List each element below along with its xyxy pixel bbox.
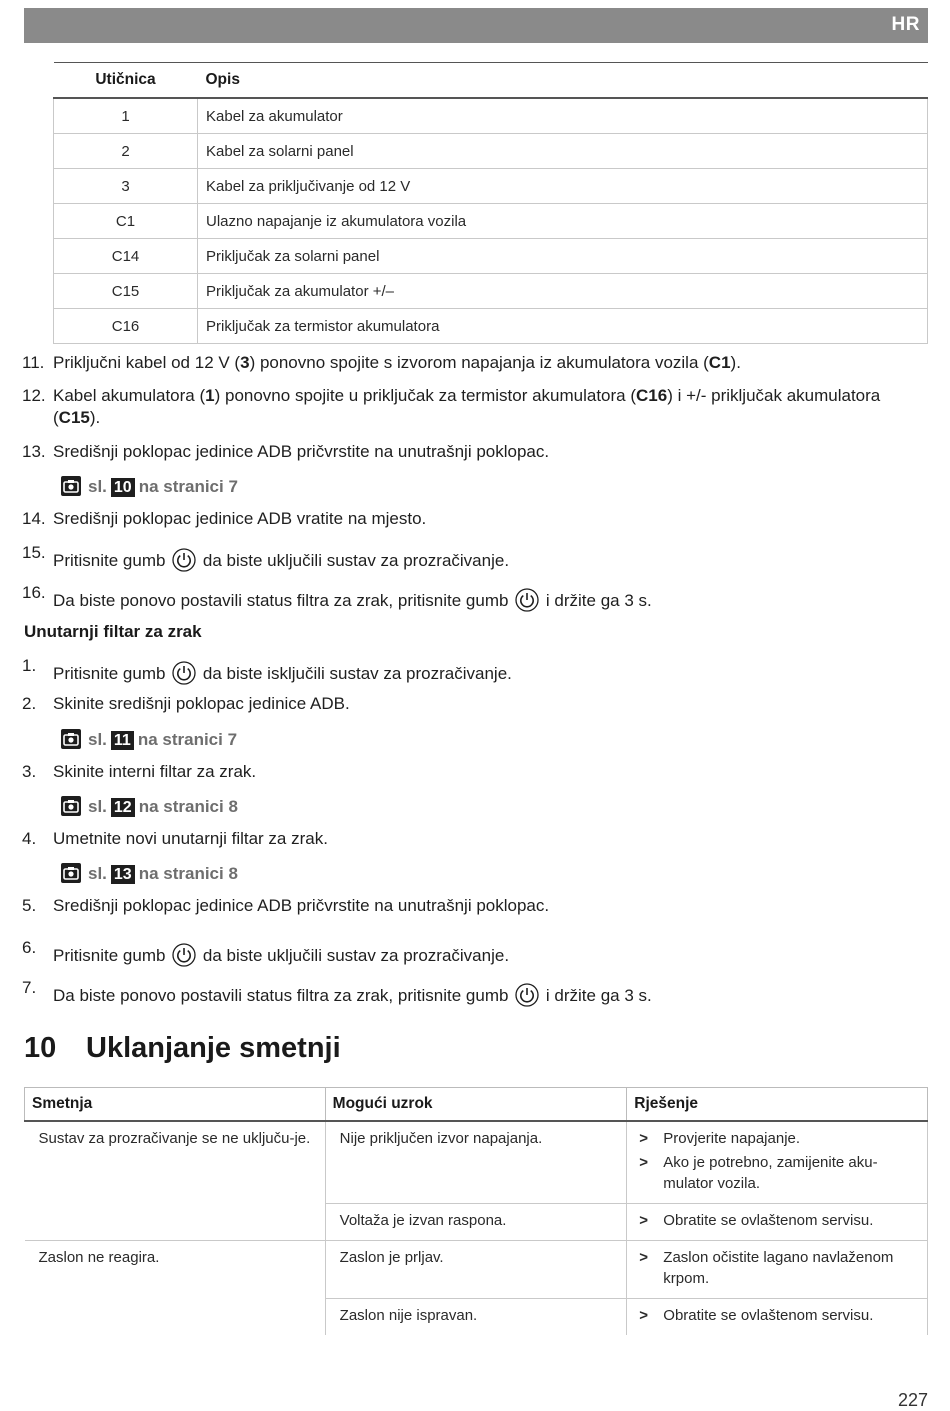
socket-table: [53, 62, 928, 344]
arrow-icon: >: [639, 1212, 649, 1229]
figure-number: 10: [111, 478, 135, 497]
solution-cell: > Provjerite napajanje. > Ako je potrebno, zamijenite aku-mulator vozila.: [627, 1121, 928, 1204]
camera-icon: [60, 475, 82, 497]
socket-desc: Kabel za solarni panel: [198, 134, 928, 169]
arrow-icon: >: [639, 1154, 649, 1171]
step-number: 15.: [22, 543, 46, 562]
step-number: 6.: [22, 938, 37, 957]
power-icon: [172, 548, 196, 572]
step-number: 1.: [22, 656, 37, 675]
socket-id: C1: [54, 204, 198, 239]
solution-cell: > Obratite se ovlaštenom servisu.: [627, 1299, 928, 1336]
step-number: 16.: [22, 583, 46, 602]
section-number: 10: [24, 1032, 57, 1064]
camera-icon: [60, 862, 82, 884]
troubleshooting-table: [24, 1087, 928, 1335]
solution-cell: > Obratite se ovlaštenom servisu.: [627, 1204, 928, 1241]
section-title-text: Uklanjanje smetnji: [86, 1032, 341, 1064]
socket-desc: Priključak za termistor akumulatora: [198, 309, 928, 344]
fault-cell: Sustav za prozračivanje se ne uključu-je.: [25, 1121, 326, 1241]
table-row: [54, 98, 928, 134]
cause-cell: Nije priključen izvor napajanja.: [325, 1121, 627, 1204]
step-number: 11.: [22, 353, 45, 372]
table-row: [54, 169, 928, 204]
socket-desc: Ulazno napajanje iz akumulatora vozila: [198, 204, 928, 239]
socket-desc: Kabel za priključivanje od 12 V: [198, 169, 928, 204]
socket-id: 1: [54, 98, 198, 134]
camera-icon: [60, 795, 82, 817]
cause-cell: Voltaža je izvan raspona.: [325, 1204, 627, 1241]
language-label: HR: [891, 14, 920, 35]
fault-col-header: Smetnja: [25, 1088, 326, 1122]
figure-reference-13[interactable]: sl. 13 na stranici 8: [60, 862, 238, 884]
step-text: Skinite interni filtar za zrak.: [53, 762, 257, 781]
power-icon: [172, 661, 196, 685]
figure-number: 12: [111, 798, 135, 817]
power-icon: [515, 983, 539, 1007]
table-row: [54, 134, 928, 169]
socket-id: 2: [54, 134, 198, 169]
table-row: [54, 274, 928, 309]
solution-cell: > Zaslon očistite lagano navlaženom krpom.: [627, 1241, 928, 1299]
table-row: [54, 309, 928, 344]
cause-cell: Zaslon nije ispravan.: [325, 1299, 627, 1336]
step-text: Središnji poklopac jedinice ADB pričvrstite na unutrašnji poklopac.: [53, 442, 550, 461]
figure-reference-11[interactable]: sl. 11 na stranici 7: [60, 728, 237, 750]
arrow-icon: >: [639, 1307, 649, 1324]
step-number: 3.: [22, 762, 37, 781]
step-text: Pritisnite gumb da biste uključili sustav za prozračivanje.: [53, 548, 928, 572]
step-text: Pritisnite gumb da biste isključili sustav za prozračivanje.: [53, 661, 928, 685]
fault-cell: Zaslon ne reagira.: [25, 1241, 326, 1336]
step-number: 13.: [22, 442, 46, 461]
socket-id: C14: [54, 239, 198, 274]
figure-number: 13: [111, 865, 135, 884]
page-number: 227: [897, 1390, 928, 1410]
step-number: 14.: [22, 509, 46, 528]
step-text: Priključni kabel od 12 V (3) ponovno spojite s izvorom napajanja iz akumulatora vozila (C1).: [53, 353, 741, 372]
step-text: Kabel akumulatora (1) ponovno spojite u priključak za termistor akumulatora (C16) i +/- priključak akumulatora (C15).: [53, 386, 881, 427]
step-number: 2.: [22, 694, 37, 713]
description-col-header: Opis: [198, 63, 928, 99]
step-number: 5.: [22, 896, 37, 915]
figure-number: 11: [111, 731, 134, 750]
step-number: 12.: [22, 386, 46, 405]
figure-reference-12[interactable]: sl. 12 na stranici 8: [60, 795, 238, 817]
cause-col-header: Mogući uzrok: [325, 1088, 627, 1122]
step-text: Skinite središnji poklopac jedinice ADB.: [53, 694, 350, 713]
step-text: Pritisnite gumb da biste uključili sustav za prozračivanje.: [53, 943, 928, 967]
section-heading: [24, 1032, 341, 1065]
arrow-icon: >: [639, 1130, 649, 1147]
step-text: Da biste ponovo postavili status filtra za zrak, pritisnite gumb i držite ga 3 s.: [53, 983, 928, 1007]
subsection-heading: Unutarnji filtar za zrak: [24, 622, 202, 641]
step-text: Središnji poklopac jedinice ADB pričvrstite na unutrašnji poklopac.: [53, 896, 550, 915]
step-text: Umetnite novi unutarnji filtar za zrak.: [53, 829, 328, 848]
socket-col-header: Utičnica: [54, 63, 198, 99]
header-bar: [24, 8, 928, 43]
camera-icon: [60, 728, 82, 750]
socket-id: C16: [54, 309, 198, 344]
solution-col-header: Rješenje: [627, 1088, 928, 1122]
socket-id: 3: [54, 169, 198, 204]
cause-cell: Zaslon je prljav.: [325, 1241, 627, 1299]
table-row: [25, 1241, 928, 1299]
table-row: [54, 204, 928, 239]
table-row: [54, 239, 928, 274]
power-icon: [172, 943, 196, 967]
socket-id: C15: [54, 274, 198, 309]
step-text: Da biste ponovo postavili status filtra za zrak, pritisnite gumb i držite ga 3 s.: [53, 588, 928, 612]
table-row: [25, 1121, 928, 1204]
socket-desc: Priključak za akumulator +/–: [198, 274, 928, 309]
socket-desc: Priključak za solarni panel: [198, 239, 928, 274]
figure-reference-10[interactable]: sl. 10 na stranici 7: [60, 475, 238, 497]
step-number: 4.: [22, 829, 37, 848]
step-number: 7.: [22, 978, 37, 997]
socket-desc: Kabel za akumulator: [198, 98, 928, 134]
power-icon: [515, 588, 539, 612]
step-text: Središnji poklopac jedinice ADB vratite na mjesto.: [53, 509, 427, 528]
arrow-icon: >: [639, 1249, 649, 1266]
